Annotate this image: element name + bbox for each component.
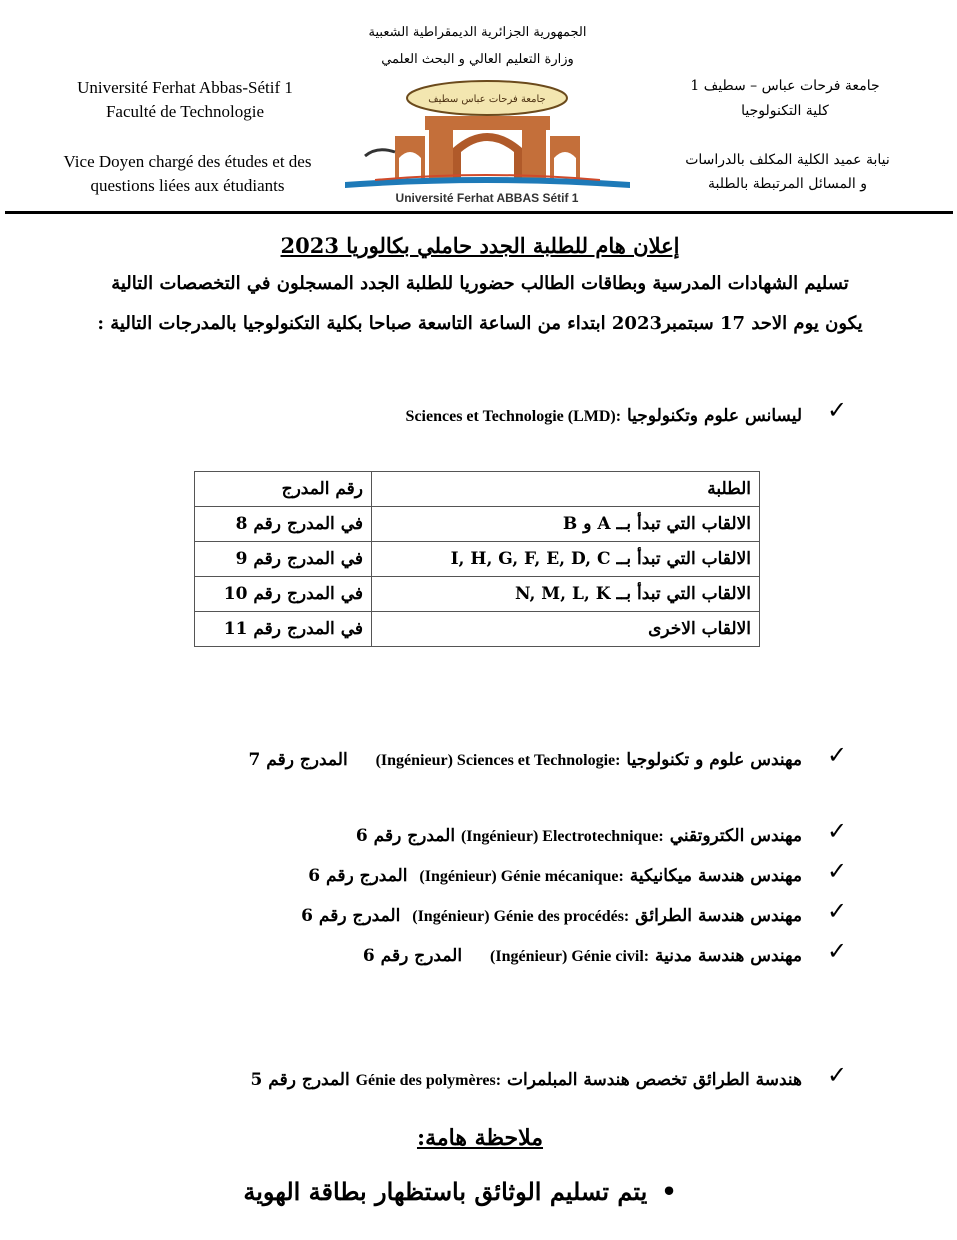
polymers-latin: Génie des polymères: [355,1072,502,1089]
check-icon: ✓ [827,1061,848,1089]
engineer-latin: (Ingénieur) Sciences et Technologie: [375,752,621,769]
lmd-heading [406,406,802,426]
check-icon: ✓ [827,857,848,885]
table-row [195,542,760,577]
specialty-latin: (Ingénieur) Génie mécanique: [419,868,624,885]
announcement-subtitle: تسليم الشهادات المدرسية وبطاقات الطالب حضوريا للطلبة الجدد المسجلون في التخصصات التالية [111,273,849,294]
specialty-arabic: مهندس هندسة الطرائق [635,906,802,926]
table-cell-students: الالقاب التي تبدأ بــ I, H, G, F, E, D, C [372,542,760,577]
list-item [363,946,802,966]
list-item [301,906,802,926]
table-row [195,612,760,647]
announcement-title: إعلان هام للطلبة الجدد حاملي بكالوريا 2023 [280,233,680,258]
office-line1-ar: نيابة عميد الكلية المكلف بالدراسات [685,152,890,168]
specialty-latin: (Ingénieur) Electrotechnique: [460,828,664,845]
list-item [308,866,802,886]
faculty-name-fr: Faculté de Technologie [105,102,265,121]
university-name-ar: جامعة فرحات عباس – سطيف 1 [690,78,880,94]
note-title: ملاحظة هامة: [416,1125,544,1151]
specialty-latin: (Ingénieur) Génie des procédés: [412,908,630,925]
check-icon: ✓ [827,741,848,769]
note-text-line [180,1177,740,1206]
table-cell-hall: في المدرج رقم 8 [195,507,372,542]
check-icon: ✓ [827,817,848,845]
header-divider [5,211,953,214]
lmd-latin: Sciences et Technologie (LMD): [405,408,622,425]
specialty-hall: المدرج رقم 6 [301,906,401,926]
table-header-row [195,472,760,507]
bullet-icon: • [661,1177,677,1206]
specialty-hall: المدرج رقم 6 [355,826,456,846]
table-cell-hall: في المدرج رقم 10 [195,577,372,612]
table-header-students: الطلبة [372,472,760,507]
table-header-hall: رقم المدرج [195,472,372,507]
table-row [195,507,760,542]
table-cell-students: الالقاب التي تبدأ بــ A و B [372,507,760,542]
check-icon: ✓ [827,897,848,925]
table-cell-students: الالقاب الاخرى [372,612,760,647]
engineer-hall: المدرج رقم 7 [248,750,348,770]
polymers-heading [251,1070,802,1090]
check-icon: ✓ [827,396,848,424]
engineer-arabic: مهندس علوم و تكنولوجيا [626,750,802,770]
specialty-latin: (Ingénieur) Génie civil: [490,948,650,965]
table-cell-hall: في المدرج رقم 9 [195,542,372,577]
specialty-arabic: مهندس هندسة مدنية [655,946,802,966]
specialty-arabic: مهندس الكتروتقني [669,826,802,846]
university-name-fr: Université Ferhat Abbas-Sétif 1 [77,78,293,97]
office-line1-fr: Vice Doyen chargé des études et des [63,152,312,171]
list-item [356,826,802,846]
announcement-date-line: يكون يوم الاحد 17 سبتمبر2023 ابتداء من الساعة التاسعة صباحا بكلية التكنولوجيا بالمدرجات التالية : [97,313,863,334]
table-cell-students: الالقاب التي تبدأ بــ N, M, L, K [372,577,760,612]
table-cell-hall: في المدرج رقم 11 [195,612,372,647]
logo-banner-text: جامعة فرحات عباس سطيف [428,94,546,105]
logo-caption: Université Ferhat ABBAS Sétif 1 [395,191,579,205]
polymers-hall: المدرج رقم 5 [250,1070,350,1090]
note-text: يتم تسليم الوثائق باستظهار بطاقة الهوية [243,1177,648,1206]
table-row [195,577,760,612]
office-line2-fr: questions liées aux étudiants [90,176,285,195]
engineer-heading [249,750,803,770]
ministry-name: وزارة التعليم العالي و البحث العلمي [381,52,574,67]
university-logo [335,76,640,206]
lmd-distribution-table [194,471,760,647]
check-icon: ✓ [827,937,848,965]
specialty-hall: المدرج رقم 6 [362,946,463,966]
faculty-name-ar: كلية التكنولوجيا [741,103,829,119]
specialty-arabic: مهندس هندسة ميكانيكية [629,866,802,886]
lmd-arabic: ليسانس علوم وتكنولوجيا [627,406,802,426]
office-line2-ar: و المسائل المرتبطة بالطلبة [708,176,867,192]
republic-name: الجمهورية الجزائرية الديمقراطية الشعبية [368,25,587,40]
specialty-hall: المدرج رقم 6 [308,866,408,886]
polymers-arabic: هندسة الطرائق تخصص هندسة المبلمرات [507,1070,802,1090]
